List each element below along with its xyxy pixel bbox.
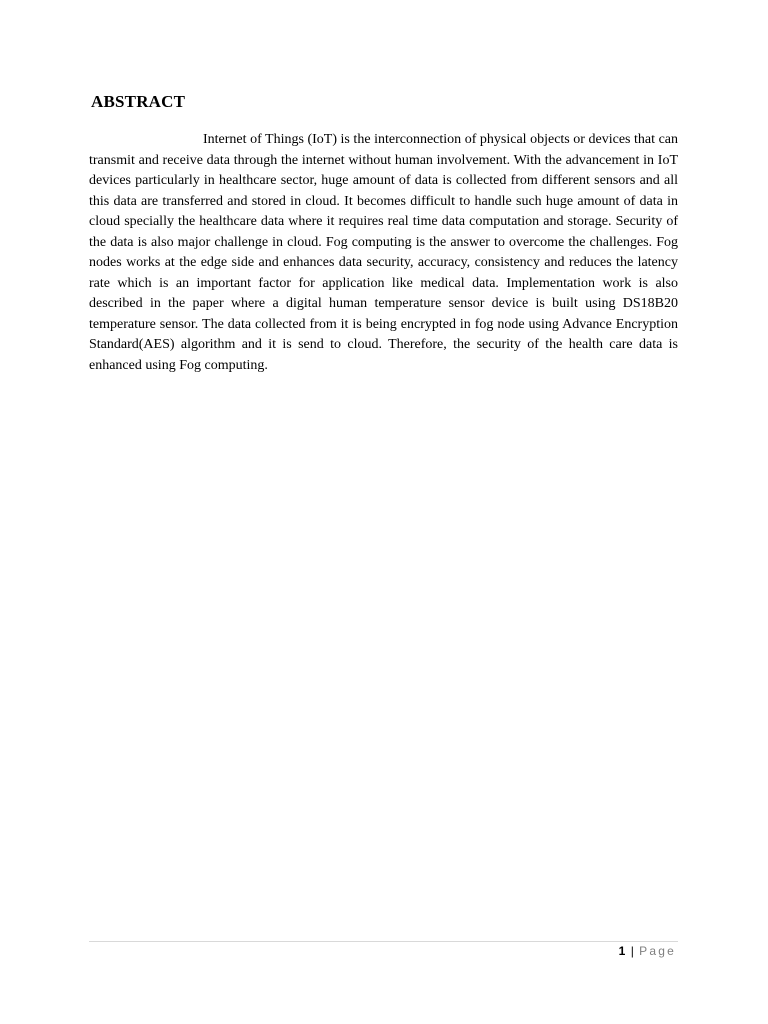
abstract-paragraph: Internet of Things (IoT) is the interconnection of physical objects or devices that can transmit and receive data through the internet without human involvement. With the advancement in IoT devices particularly in healthcare sector, huge amount of data is collected from different sensors and all this data are transferred and stored in cloud. It becomes difficult to handle such huge amount of data in cloud specially the healthcare data where it requires real time data computation and storage. Security of the data is also major challenge in cloud. Fog computing is the answer to overcome the challenges. Fog nodes works at the edge side and enhances data security, accuracy, consistency and reduces the latency rate which is an important factor for application like medical data. Implementation work is also described in the paper where a digital human temperature sensor device is built using DS18B20 temperature sensor. The data collected from it is being encrypted in fog node using Advance Encryption Standard(AES) algorithm and it is send to cloud. Therefore, the security of the health care data is enhanced using Fog computing.: [89, 132, 678, 373]
page-label: Page: [639, 944, 676, 958]
footer-divider: [89, 941, 678, 942]
page-footer: [619, 943, 676, 959]
page-number: 1: [618, 944, 626, 958]
footer-separator: |: [630, 944, 634, 958]
abstract-heading: ABSTRACT: [91, 92, 186, 111]
